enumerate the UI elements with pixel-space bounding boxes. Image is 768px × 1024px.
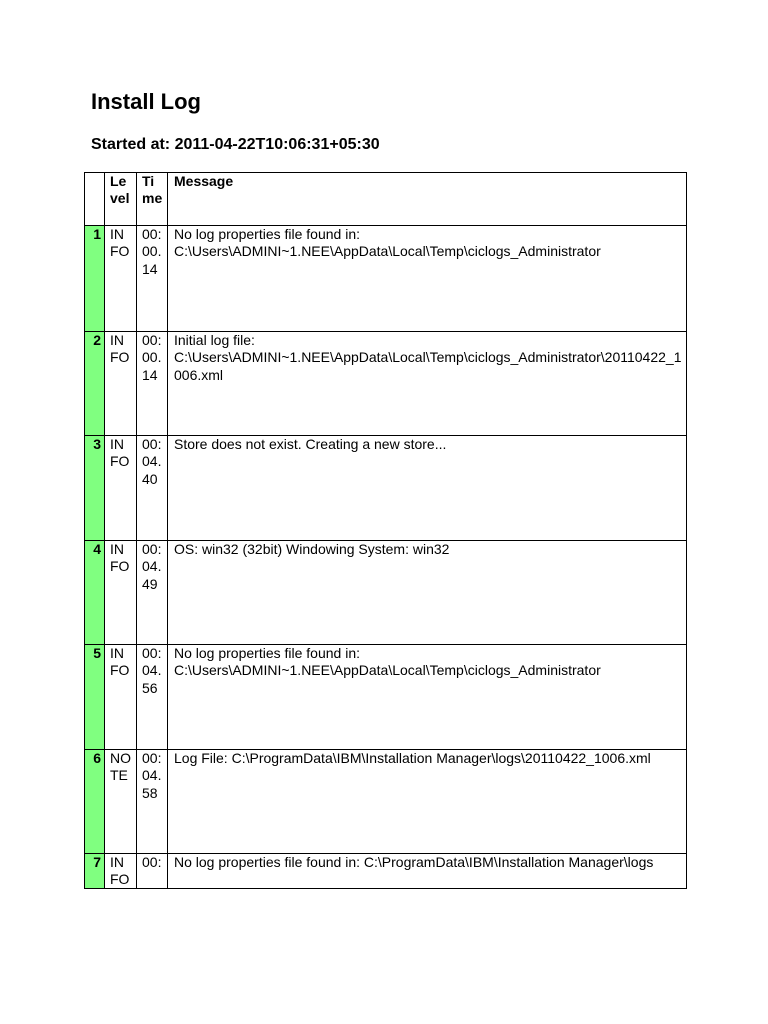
row-time: 00:04.40 [137,436,168,541]
row-time: 00:00.14 [137,332,168,436]
row-level: NOTE [105,750,137,854]
row-number: 1 [85,226,105,332]
row-number: 5 [85,645,105,750]
row-number: 4 [85,541,105,645]
row-level: INFO [105,436,137,541]
row-message: Store does not exist. Creating a new store... [168,436,687,541]
row-time: 00:00.14 [137,226,168,332]
row-message: OS: win32 (32bit) Windowing System: win32 [168,541,687,645]
row-level: INFO [105,645,137,750]
row-number: 3 [85,436,105,541]
row-level: INFO [105,332,137,436]
row-number: 6 [85,750,105,854]
header-time: Time [137,173,168,226]
row-number: 2 [85,332,105,436]
started-at-heading: Started at: 2011-04-22T10:06:31+05:30 [91,136,380,153]
install-log-table [84,172,687,889]
row-level-cell [105,854,137,889]
row-message: No log properties file found in: C:\Users\ADMINI~1.NEE\AppData\Local\Temp\ciclogs_Administrator [168,226,687,332]
row-message: No log properties file found in: C:\Users\ADMINI~1.NEE\AppData\Local\Temp\ciclogs_Administrator [168,645,687,750]
row-message: Log File: C:\ProgramData\IBM\Installation Manager\logs\20110422_1006.xml [168,750,687,854]
table-row [85,541,687,645]
table-row [85,332,687,436]
table-row [85,645,687,750]
row-time: 00:04.58 [137,750,168,854]
row-time-cell [137,854,168,889]
row-message: Initial log file: C:\Users\ADMINI~1.NEE\AppData\Local\Temp\ciclogs_Administrator\20110422_1006.xml [168,332,687,436]
row-level: INFO [105,541,137,645]
row-number: 7 [85,854,105,889]
table-row [85,854,687,889]
page-title: Install Log [91,89,201,114]
row-level: INFO [110,854,130,888]
row-message: No log properties file found in: C:\ProgramData\IBM\Installation Manager\logs [168,854,687,889]
table-row [85,750,687,854]
row-time: 00:04.56 [137,645,168,750]
header-message: Message [168,173,687,226]
row-level: INFO [105,226,137,332]
header-level: Level [105,173,137,226]
header-number [85,173,105,226]
table-row [85,436,687,541]
table-header-row [85,173,687,226]
row-time: 00: [142,854,162,870]
row-time: 00:04.49 [137,541,168,645]
table-row [85,226,687,332]
